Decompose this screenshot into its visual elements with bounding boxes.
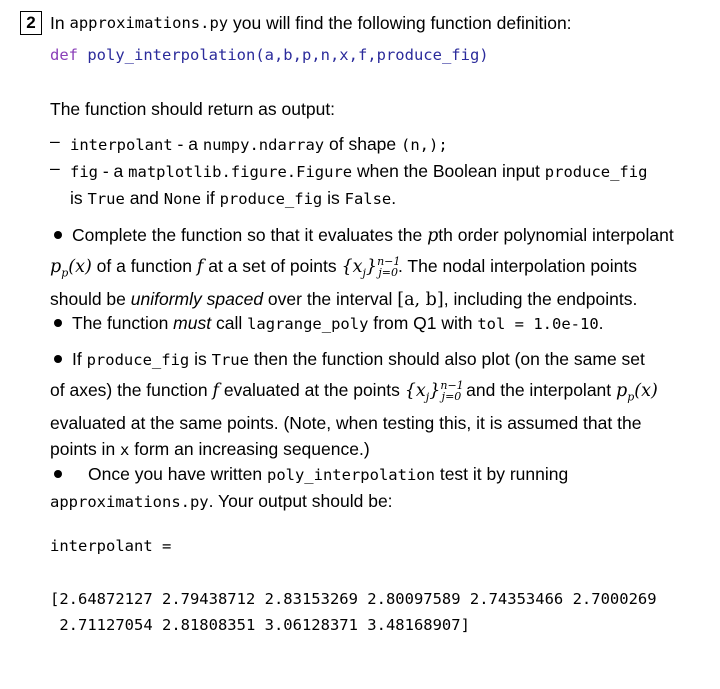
return-heading: The function should return as output: [50,99,336,119]
text-fragment: evaluated at the same points. (Note, when testing this, it is assumed that the [50,413,642,434]
text-fragment: then the function should also plot (on the same set [248,349,645,369]
function-definition [50,46,720,64]
math-f: f [196,256,204,277]
approximations-file-code: approximations.py [50,493,209,511]
text-fragment: should be [50,289,131,310]
bullet-test-it [50,461,698,515]
text-fragment: . [391,188,397,208]
math-pp-of-x: $p_p(x)$ [50,256,92,280]
math-f: f [212,380,219,401]
false-literal: False [344,190,392,208]
output-item-interpolant [70,131,698,158]
function-signature: poly_interpolation(a,b,p,n,x,f,produce_fig) [87,46,489,64]
question-header [20,10,720,36]
intro-prefix: In [50,12,65,33]
output-array-line-2: 2.71127054 2.81808351 3.06128371 3.48168907] [50,616,470,634]
true-literal: True [87,190,125,208]
output-mid: of shape [324,134,402,154]
text-fragment: of a function [91,255,197,276]
output-arg: produce_fig [219,190,323,208]
math-interval: [a, b] [397,290,444,311]
output-item-fig [70,158,698,212]
text-fragment: points in [50,439,121,460]
math-p: p [427,226,439,246]
poly-interpolation-code: poly_interpolation [266,466,435,484]
output-name: fig [70,163,98,181]
question-number: 2 [20,11,42,35]
bullet-dot [54,470,62,478]
text-fragment: is [189,349,212,369]
text-fragment: th order polynomial interpolant [438,225,674,245]
bullet-dot [54,319,62,327]
math-point-set: $\{x_j\}^{n-1}_{j=0}$ [404,379,464,404]
text-fragment: of axes) the function [50,379,213,400]
text-fragment: . [598,313,604,333]
bullet-must-call [50,310,698,337]
output-mid: when the Boolean input [352,161,545,181]
must-emphasis: must [173,313,212,333]
def-keyword: def [50,46,78,64]
produce-fig-code: produce_fig [86,351,190,369]
text-fragment: If [72,349,87,369]
text-fragment: Once you have written [88,464,267,484]
intro-suffix: you will find the following function definition: [233,12,572,33]
text-fragment: test it by running [434,464,569,484]
output-label: interpolant = [50,537,172,555]
output-name: interpolant [70,136,173,154]
dash-marker: – [50,158,60,178]
output-arg: produce_fig [544,163,648,181]
output-sep: - a [172,134,203,154]
math-point-set: $\{x_j\}^{n-1}_{j=0}$ [341,255,401,280]
text-fragment: Complete the function so that it evaluates the [72,225,428,245]
text-fragment: if [201,188,220,208]
text-fragment: is [322,188,345,208]
bullet-complete-function [50,222,698,313]
dash-marker: – [50,131,60,151]
output-type: numpy.ndarray [202,136,325,154]
text-fragment: from Q1 with [368,313,478,333]
x-code: x [120,441,130,460]
text-fragment: and the interpolant [461,379,617,400]
text-fragment: , including the endpoints. [443,289,638,310]
bullet-produce-fig [50,346,698,463]
uniformly-spaced-emphasis: uniformly spaced [130,289,264,310]
lagrange-poly-code: lagrange_poly [247,315,369,333]
text-fragment: and [124,188,164,208]
none-literal: None [163,190,202,208]
bullet-dot [54,231,62,239]
text-fragment: evaluated at the points [218,379,405,400]
output-array-line-1: [2.64872127 2.79438712 2.83153269 2.80097589 2.74353466 2.7000269 [50,590,657,608]
bullet-dot [54,355,62,363]
text-fragment: call [211,313,248,333]
tol-code: tol = 1.0e-10 [477,315,599,333]
text-fragment: is [70,188,88,208]
math-pp-of-x: $p_p(x)$ [616,380,658,404]
intro-file-name: approximations.py [69,14,229,32]
text-fragment: The function [72,313,174,333]
text-fragment: at a set of points [203,255,342,276]
output-shape: (n,); [401,136,448,154]
output-sep: - a [98,161,129,181]
text-fragment: over the interval [263,289,398,310]
output-type: matplotlib.figure.Figure [128,163,353,181]
text-fragment: . Your output should be: [208,491,393,511]
text-fragment: . The nodal interpolation points [398,255,638,276]
text-fragment: form an increasing sequence.) [129,439,370,460]
true-literal: True [211,351,249,369]
